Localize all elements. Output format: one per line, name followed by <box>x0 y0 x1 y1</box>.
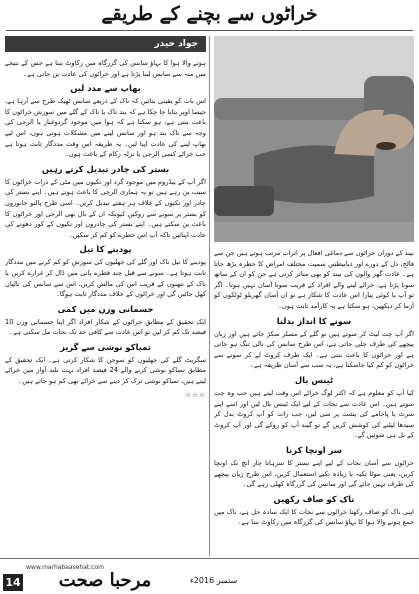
paragraph: اگر آپ چت لیٹ کر سوتے ہیں تو گلے کے مسلز سکڑ جاتے ہیں اور زبان پیچھے کی طرف چلی جاتی ہے، اس طرح سانس کی نالی تنگ ہو جاتی ہے اور خراٹوں کا باعث بنتی ہے۔ ایک طرف کروٹ لے کر سونے سے خراٹوں کو کم کیا جاسکتا ہے، یہ سب سے آسان طریقہ ہے۔ <box>214 329 414 370</box>
paragraph: ہونے والا ہوا کا بہاؤ سانس کی گزرگاہ میں رکاوٹ بنتا ہے جس کے نتیجے میں منہ سے سانس لینا پڑتا ہے اور خراٹوں کی عادت بن جاتی ہے۔ <box>5 59 206 78</box>
section-heading: ناک کو صاف رکھیں <box>273 493 355 504</box>
left-column <box>5 36 206 556</box>
section-heading: تمباکو نوشی سے گریز <box>60 341 151 352</box>
footer-rule <box>0 558 419 559</box>
section-heading: بھاپ سے مدد لیں <box>70 83 141 94</box>
paragraph: کیا آپ کو معلوم ہے کہ اکثر لوگ خراٹے اس وقت لیتے ہیں جب وہ چت سوتے ہیں۔ اس عادت سے نجات کے لیے ایک ٹینس بال لیں اور اسے اپنے شرٹ یا پاجامے کی پشت پر سی لیں، جب رات کو آپ کروٹ بدل کر سیدھا لیٹنے کی کوشش کریں گے تو گیند آپ کو روکے گی اور آپ کروٹ کے بل ہی سوئیں گے۔ <box>214 388 414 440</box>
byline: جواد حیدر <box>5 36 206 52</box>
paragraph: نیند کے دوران خراٹوں سے دماغی افعال پر اثرات مرتب ہوتے ہیں جن سے فالج، دل کے دورے اور ذیابیطس سمیت مختلف امراض کا خطرہ بڑھ جاتا ہے۔ عادت گھر والوں کی نیند کو بھی متاثر کرتی ہے جن کو ان کے ساتھ سونا پڑتا ہے، خراٹے لینے والے افراد کے قریب سونا آسان نہیں ہوتا۔ اگر تو آپ یا کوئی پیارا اس عادت کا شکار ہے تو ان آسان گھریلو ٹوٹکوں کو آزما کر دیکھیں، ہو سکتا ہے یہ کارآمد ثابت ہوں۔ <box>214 249 414 310</box>
page-number: 14 <box>3 574 23 591</box>
paragraph: اگر آپ کے بیڈروم میں موجود گرد اور تکیوں میں مٹی کے ذرات خراٹوں کا سبب بن رہے ہیں تو یہ ہماری الرجی کا باعث ہوتے ہیں۔ اپنے بستر کی چادر اور تکیوں کے غلاف ہر ہفتے تبدیل کریں۔ اسی طرح پالتو جانوروں کو بستر پر سونے سے روکیں کیونکہ ان کے بال بھی الرجی اور خراٹوں کا باعث بن سکتے ہیں۔ اپنے بستر کی چادروں اور تکیوں کے کور دھونے کی عادت اپنائیں تاکہ آپ اس خطرے کو کم کر سکیں۔ <box>5 177 206 239</box>
paragraph: اپنی ناک کو صاف رکھنا خراٹوں سے نجات کا ایک سادہ حل ہے، ناک میں جمع ہونے والا ہوا کا بہاؤ سانس کی گزرگاہ میں رکاوٹ بنتا ہے۔ <box>214 507 414 527</box>
paragraph: پودینے کا تیل ناک اور گلے کی جھلیوں کی سوزش کو کم کرنے میں مددگار ثابت ہوتا ہے۔ سونے سے قبل چند قطرے پانی میں ڈال کر غرارے کریں یا ناک کے نتھنوں کے قریب اس کی مالش کریں، اس سے سانس کی نالیاں کھل جائیں گی اور خراٹوں کے خلاف مددگار ثابت ہوگا۔ <box>5 258 206 299</box>
magazine-logo: مرحبا صحت <box>58 570 152 591</box>
paragraph: اس بات کو یقینی بنائیں کہ ناک کے ذریعے سانس ٹھیک طرح سے آرہا ہے، جیسا اوپر بتایا جا چکا ہے کہ بند ناک یا ناک کے گلے میں سوزش خراٹوں کا باعث بنتی ہے، ہو سکتا ہے کہ ہوا میں موجود گردوغبار یا الرجی کی وجہ سے ناک بند ہو اور سانس لینے میں مشکلات ہوتی ہوں، اس لیے بھاپ لینے کی عادت اپنا لیں۔ یہ طریقہ اس وقت مددگار ثابت ہوتا ہے جب خراٹے کسی الرجی یا نزلہ زکام کے باعث ہوں۔ <box>5 97 206 159</box>
left-column-body <box>5 58 206 387</box>
section-heading: سر اونچا کرنا <box>285 444 343 455</box>
section-heading: ٹینس بال <box>294 374 334 385</box>
title-rule <box>6 30 413 31</box>
section-heading: سونے کا انداز بدلنا <box>276 315 352 326</box>
section-heading: بستر کی چادر تبدیل کرتے رہیں <box>41 163 170 174</box>
article-title: خراٹوں سے بچنے کے طریقے <box>101 3 318 25</box>
right-column-body <box>214 248 414 528</box>
footer <box>0 560 419 594</box>
website-link[interactable]: www.marhabaasehat.com <box>26 564 104 571</box>
paragraph: خراٹوں سے آسان نجات کے لیے اپنے بستر کا سرہانا چار انچ تک اونچا کریں، یعنی موٹا تکیہ یا زیادہ تکیے استعمال کریں، اس طرح زبان پیچھے کی طرف نہیں جائے گی اور سانس کی گزرگاہ کھلی رہے گی۔ <box>214 458 414 489</box>
right-column <box>214 248 414 594</box>
section-heading: پودینے کا تیل <box>79 244 132 255</box>
article-photo <box>214 36 414 242</box>
section-heading: جسمانی وزن میں کمی <box>57 303 154 314</box>
sleeping-man-illustration <box>214 36 414 242</box>
paragraph: سگریٹ گلے کی جھلیوں کو سوجن کا شکار کرتی ہے۔ ایک تحقیق کے مطابق تمباکو نوشی کرنے والے 24 فیصد افراد بہت بلند آواز میں خراٹے لیتے ہیں، تمباکو نوشی ترک کر دینے سے خراٹے بھی کم ہو جاتے ہیں۔ <box>5 355 206 386</box>
column-divider <box>209 36 210 556</box>
issue-date: ستمبر 2016ء <box>190 576 238 585</box>
end-stars: ☆☆☆ <box>185 390 206 399</box>
paragraph: ایک تحقیق کے مطابق خراٹوں کے شکار افراد اگر اپنا جسمانی وزن 10 فیصد تک کم کر لیں تو اس عادت سے کافی حد تک نجات مل سکتی ہے۔ <box>5 317 206 337</box>
